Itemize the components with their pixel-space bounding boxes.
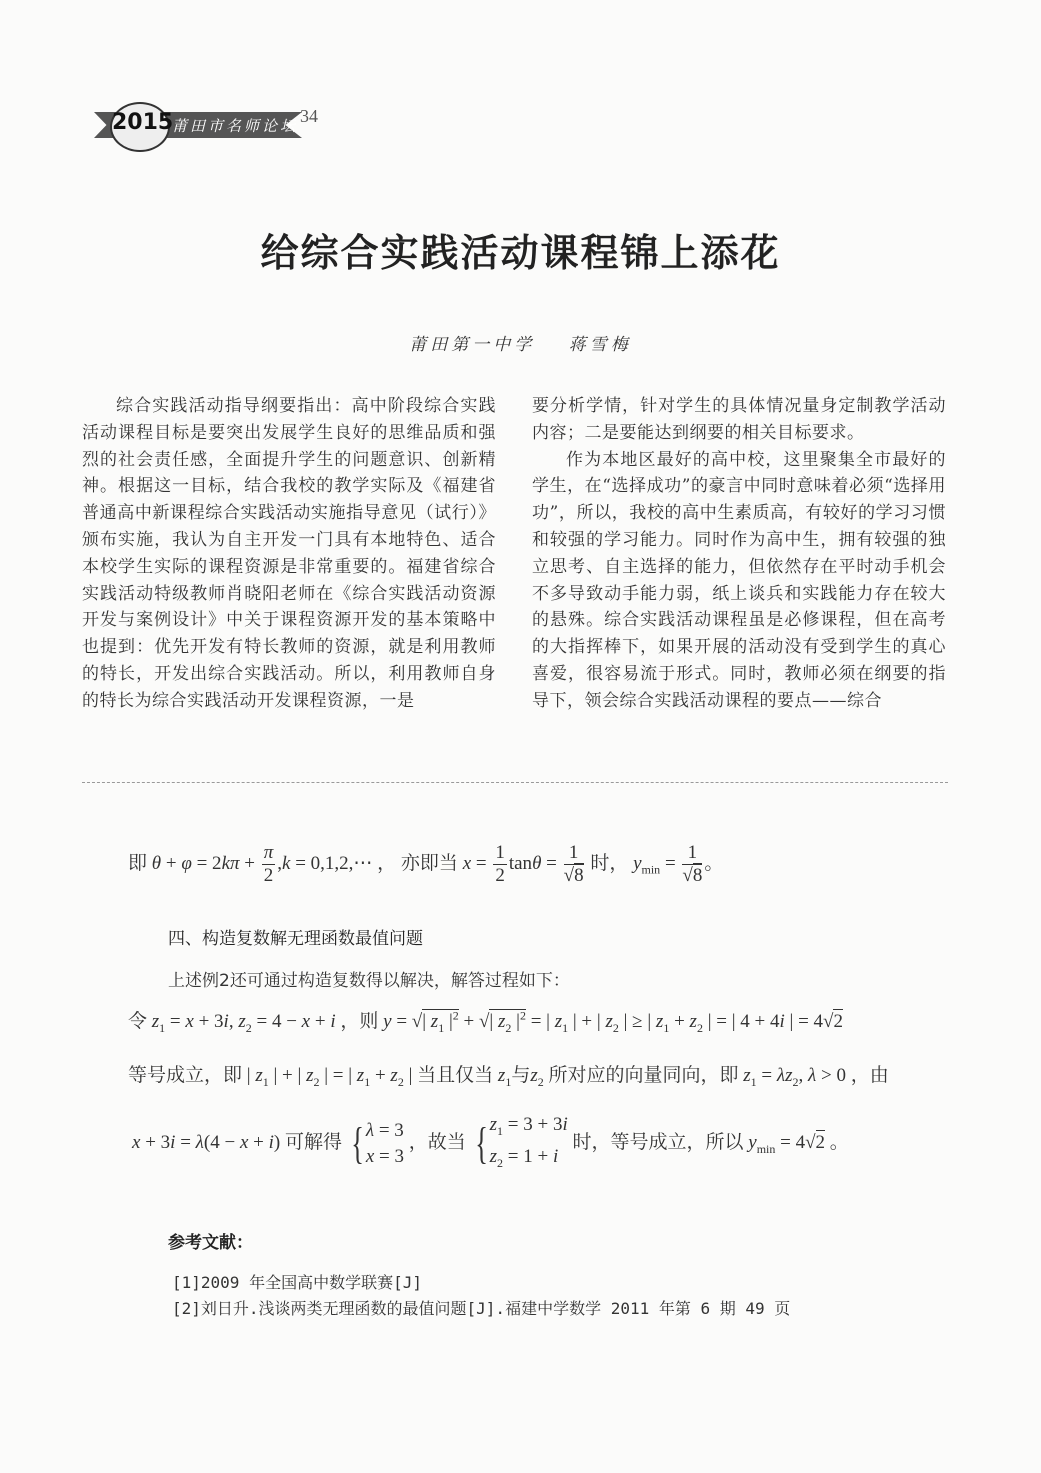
math-text: 即 [128,852,148,874]
fraction: $\frac{1}{2}$ [495,842,505,886]
header-publication: 莆田市名师论坛 [172,117,299,135]
math-text: ，则 [340,1011,379,1032]
section-divider [82,782,948,783]
math-text: ，由 [850,1065,889,1086]
left-column [82,393,496,715]
math-text: 可解得 [284,1132,342,1154]
left-paragraph: 综合实践活动指导纲要指出：高中阶段综合实践活动课程目标是要突出发展学生良好的思维品质和强烈的社会责任感，全面提升学生的问题意识、创新精神。根据这一目标，结合我校的教学实际及《福建省普通高中新课程综合实践活动实施指导意见（试行）》颁布实施，我认为自主开发一门具有本地特色、适合本校学生实际的课程资源是非常重要的。福建省综合实践活动特级教师肖晓阳老师在《综合实践活动资源开发与案例设计》中关于课程资源开发的基本策略中也提到：优先开发有特长教师的资源，就是利用教师的特长，开发出综合实践活动。所以，利用教师自身的特长为综合实践活动开发课程资源，一是 [82,396,496,711]
fraction: $\frac{1}{√8}$ [682,842,703,886]
math-text: 与 [511,1065,531,1086]
right-paragraph-cont: 要分析学情，针对学生的具体情况量身定制教学活动内容；二是要能达到纲要的相关目标要求。 [532,396,946,443]
header-ribbon [80,102,302,146]
math-text: 等号成立，即 [128,1065,243,1086]
reference-item: [1]2009 年全国高中数学联赛[J] [172,1273,422,1292]
fraction: $\frac{\pi}{2}$ [263,842,274,886]
brace-icon: { [474,1118,488,1168]
math-line-1: 即 θ + φ = 2kπ + $\frac{\pi}{2}$ ,k = 0,1,2,⋯ ， 亦即当 x = $\frac{1}{2}$ tanθ = $\frac{1}{√8}$ 时， $y_{min}$ = $\frac{1}{√8}$ 。 [128,842,724,886]
page-number: 34 [300,106,318,126]
right-paragraph: 作为本地区最好的高中校，这里聚集全市最好的学生，在“选择成功”的豪言中同时意味着必须“选择用功”，所以，我校的高中生素质高，有较好的学习习惯和较强的学习能力。同时作为高中生，拥有较强的独立思考、自主选择的能力，但依然存在平时动手机会不多导致动手能力弱，纸上谈兵和实践能力存在较大的悬殊。综合实践活动课程虽是必修课程，但在高考的大指挥棒下，如果开展的活动没有受到学生的真心喜爱，很容易流于形式。同时，教师必须在纲要的指导下，领会综合实践活动课程的要点——综合 [532,449,946,711]
math-line-2: 令 $z_1 = x + 3i$, $z_2 = 4 - x + i$ ，则 y = √| $z_1$ $|^2$ + √| $z_2$ $|^2$ = | $z_1$ | + | $z_2$ | ≥ | $z_1 + z_2$ | = | 4 + 4i | = 4√2 [128,1008,843,1035]
math-line-4: x + 3i = λ(4 − x + i) 可解得 { λ = 3 x = 3 ，故当 { $z_1 = 3 + 3i$ $z_2 = 1 + i$ 时，等号成立，所以 $y_{min} = 4√2$ 。 [132,1112,849,1176]
math-text: 时，等号成立，所以 [572,1132,744,1154]
math-text: 。 [829,1132,849,1154]
math-text: ，故当 [408,1132,466,1154]
math-intro: 上述例2还可通过构造复数得以解决，解答过程如下： [168,971,570,991]
byline-author: 蒋雪梅 [568,335,632,355]
right-column [532,393,946,715]
math-line-3: 等号成立，即 | $z_1$ | + | $z_2$ | = | $z_1 + z_2$ | 当且仅当 $z_1$与$z_2$ 所对应的向量同向，即 $z_1 = \lambda z_2$, λ > 0 ，由 [128,1065,889,1089]
math-text: 时， [590,852,629,874]
math-text: 亦即当 [400,852,458,874]
byline [0,330,1041,355]
math-text: 当且仅当 [417,1065,494,1086]
byline-school: 莆田第一中学 [409,335,536,355]
reference-item: [2]刘日升.浅谈两类无理函数的最值问题[J].福建中学数学 2011 年第 6 期 49 页 [172,1299,791,1318]
header-year: 2015 [112,110,174,135]
section-heading: 四、构造复数解无理函数最值问题 [168,929,423,949]
equation-system: $z_1 = 3 + 3i$ $z_2 = 1 + i$ [489,1114,568,1170]
equation-system: λ = 3 x = 3 [365,1119,404,1167]
article-title: 给综合实践活动课程锦上添花 [260,231,781,275]
references-heading: 参考文献： [168,1233,253,1253]
brace-icon: { [350,1118,364,1168]
math-text: 令 [128,1011,148,1032]
fraction: $\frac{1}{√8}$ [563,842,584,886]
math-text: 所对应的向量同向，即 [548,1065,739,1086]
